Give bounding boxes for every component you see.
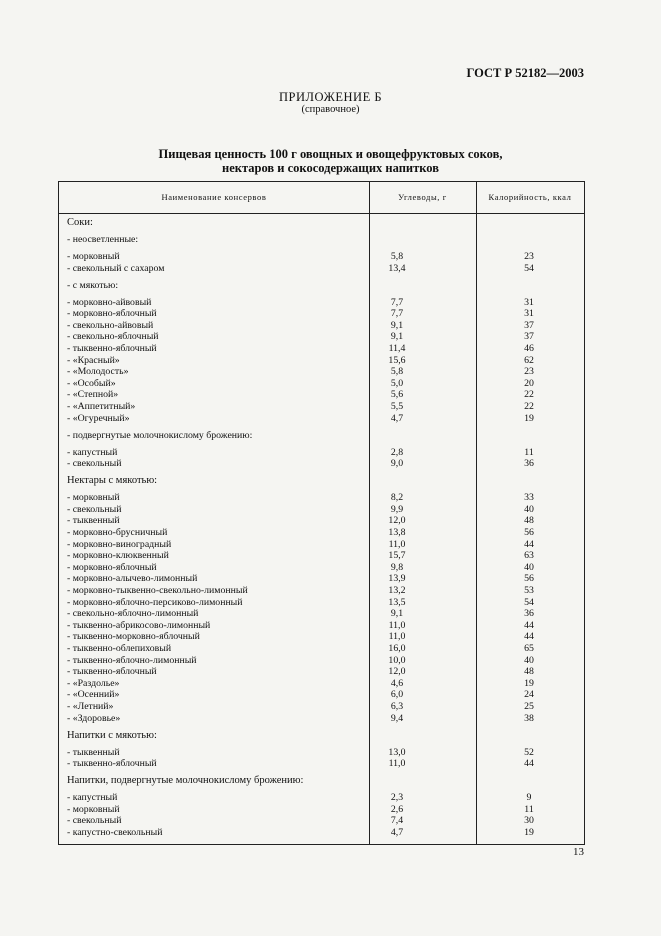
- product-name: - тыквенно-яблочный: [67, 758, 157, 770]
- product-name: - морковно-яблочно-персиково-лимонный: [67, 596, 243, 608]
- carbs-value: 9,8: [390, 561, 404, 573]
- table-row: [59, 689, 584, 700]
- table-row: [59, 504, 584, 515]
- kcal-value: 56: [524, 527, 534, 538]
- product-name: - морковный: [67, 803, 120, 815]
- table-group-row: [59, 730, 584, 741]
- carbs-value: 5,8: [390, 251, 404, 262]
- table-group-row: [59, 280, 584, 291]
- carbs-value: 11,0: [388, 538, 406, 550]
- table-row: [59, 539, 584, 550]
- product-name: - «Летний»: [67, 701, 114, 712]
- product-name: - тыквенно-яблочно-лимонный: [67, 654, 197, 666]
- kcal-value: 44: [524, 631, 534, 643]
- kcal-value: 31: [524, 308, 534, 320]
- kcal-value: 23: [524, 366, 534, 378]
- table-row: [59, 458, 584, 469]
- product-name: - свекольно-айвовый: [67, 319, 154, 331]
- kcal-value: 31: [524, 296, 534, 308]
- table-row: [59, 792, 584, 803]
- carbs-value: 9,1: [390, 319, 404, 331]
- product-name: Напитки с мякотью:: [67, 729, 157, 741]
- kcal-value: 53: [524, 585, 534, 596]
- table-group-row: [59, 234, 584, 245]
- table-caption-line: нектаров и сокосодержащих напитков: [222, 160, 439, 175]
- product-name: - морковно-айвовый: [67, 296, 152, 308]
- product-name: - «Здоровье»: [67, 712, 121, 724]
- table-row: [59, 678, 584, 689]
- carbs-value: 8,2: [390, 492, 404, 504]
- product-name: - с мякотью:: [67, 279, 119, 291]
- kcal-value: 37: [524, 331, 534, 343]
- table-row: [59, 827, 584, 838]
- kcal-value: 54: [524, 596, 534, 608]
- kcal-value: 48: [524, 515, 534, 527]
- kcal-value: 40: [524, 654, 534, 666]
- table-group-row: [59, 475, 584, 486]
- table-row: [59, 573, 584, 584]
- kcal-value: 9: [526, 792, 532, 804]
- table-caption: [0, 148, 661, 175]
- product-name: - «Осенний»: [67, 689, 120, 701]
- carbs-value: 2,3: [390, 792, 404, 804]
- table-row: [59, 597, 584, 608]
- table-row: [59, 608, 584, 619]
- product-name: - «Аппетитный»: [67, 401, 136, 412]
- product-name: - тыквенный: [67, 515, 120, 527]
- kcal-value: 36: [524, 608, 534, 620]
- carbs-value: 7,7: [390, 296, 404, 308]
- table-row: [59, 447, 584, 458]
- product-name: - тыквенно-абрикосово-лимонный: [67, 619, 211, 631]
- product-name: - тыквенно-яблочный: [67, 343, 157, 354]
- table-row: [59, 355, 584, 366]
- carbs-value: 11,0: [388, 619, 406, 631]
- product-name: - свекольный: [67, 815, 122, 827]
- carbs-value: 13,4: [388, 262, 406, 274]
- column-header-name: Наименование консервов: [161, 192, 267, 202]
- table-row: [59, 297, 584, 308]
- table-row: [59, 492, 584, 503]
- carbs-value: 5,5: [390, 401, 404, 412]
- product-name: - «Красный»: [67, 354, 120, 366]
- table-group-row: [59, 430, 584, 441]
- carbs-value: 13,9: [388, 573, 406, 585]
- product-name: - свекольный с сахаром: [67, 262, 165, 274]
- table-row: [59, 631, 584, 642]
- product-name: - свекольно-яблочно-лимонный: [67, 608, 199, 620]
- product-name: - морковно-виноградный: [67, 538, 172, 550]
- kcal-value: 33: [524, 492, 534, 504]
- carbs-value: 9,4: [390, 712, 404, 724]
- kcal-value: 25: [524, 701, 534, 712]
- product-name: - «Молодость»: [67, 366, 129, 378]
- table-row: [59, 527, 584, 538]
- table-row: [59, 515, 584, 526]
- table-row: [59, 804, 584, 815]
- carbs-value: 10,0: [388, 654, 406, 666]
- table-row: [59, 747, 584, 758]
- product-name: - тыквенный: [67, 746, 120, 758]
- kcal-value: 63: [524, 550, 534, 562]
- table-row: [59, 263, 584, 274]
- kcal-value: 54: [524, 262, 534, 274]
- carbs-value: 15,6: [388, 354, 406, 366]
- table-row: [59, 550, 584, 561]
- document-code: ГОСТ Р 52182—2003: [466, 66, 584, 80]
- table-row: [59, 401, 584, 412]
- kcal-value: 30: [524, 815, 534, 827]
- carbs-value: 7,7: [390, 308, 404, 320]
- table-row: [59, 655, 584, 666]
- kcal-value: 40: [524, 561, 534, 573]
- table-row: [59, 620, 584, 631]
- kcal-value: 24: [524, 689, 534, 701]
- table-header: [59, 182, 584, 214]
- kcal-value: 62: [524, 354, 534, 366]
- carbs-value: 5,0: [390, 377, 404, 389]
- table-row: [59, 389, 584, 400]
- product-name: Соки:: [67, 217, 93, 228]
- table-row: [59, 701, 584, 712]
- product-name: - тыквенно-яблочный: [67, 666, 157, 678]
- carbs-value: 11,4: [388, 343, 406, 354]
- nutrition-table: [58, 181, 585, 845]
- product-name: - морковно-яблочный: [67, 561, 157, 573]
- product-name: - морковно-тыквенно-свекольно-лимонный: [67, 585, 248, 596]
- carbs-value: 12,0: [388, 515, 406, 527]
- carbs-value: 9,0: [390, 458, 404, 470]
- product-name: - «Огуречный»: [67, 412, 130, 424]
- table-row: [59, 413, 584, 424]
- carbs-value: 9,1: [390, 331, 404, 343]
- product-name: - капустно-свекольный: [67, 827, 163, 838]
- carbs-value: 5,8: [390, 366, 404, 378]
- product-name: - морковно-брусничный: [67, 527, 168, 538]
- kcal-value: 19: [524, 677, 534, 689]
- table-row: [59, 815, 584, 826]
- table-row: [59, 251, 584, 262]
- table-row: [59, 562, 584, 573]
- carbs-value: 13,2: [388, 585, 406, 596]
- product-name: Нектары с мякотью:: [67, 475, 158, 487]
- table-group-row: [59, 217, 584, 228]
- table-row: [59, 378, 584, 389]
- product-name: - «Раздолье»: [67, 677, 120, 689]
- table-row: [59, 320, 584, 331]
- kcal-value: 44: [524, 758, 534, 770]
- product-name: - морковно-яблочный: [67, 308, 157, 320]
- product-name: - морковно-клюквенный: [67, 550, 169, 562]
- table-row: [59, 643, 584, 654]
- kcal-value: 46: [524, 343, 534, 354]
- table-row: [59, 343, 584, 354]
- kcal-value: 11: [524, 803, 534, 815]
- table-row: [59, 666, 584, 677]
- carbs-value: 11,0: [388, 758, 406, 770]
- carbs-value: 2,8: [390, 446, 404, 458]
- carbs-value: 9,9: [390, 503, 404, 515]
- carbs-value: 6,0: [390, 689, 404, 701]
- carbs-value: 13,8: [388, 527, 406, 538]
- kcal-value: 37: [524, 319, 534, 331]
- carbs-value: 5,6: [390, 389, 404, 401]
- kcal-value: 44: [524, 538, 534, 550]
- carbs-value: 13,5: [388, 596, 406, 608]
- carbs-value: 4,6: [390, 677, 404, 689]
- product-name: - морковный: [67, 251, 120, 262]
- kcal-value: 19: [524, 827, 534, 838]
- table-row: [59, 758, 584, 769]
- carbs-value: 15,7: [388, 550, 406, 562]
- kcal-value: 65: [524, 643, 534, 654]
- product-name: - морковно-алычево-лимонный: [67, 573, 198, 585]
- kcal-value: 22: [524, 389, 534, 401]
- carbs-value: 4,7: [390, 827, 404, 838]
- kcal-value: 23: [524, 251, 534, 262]
- product-name: - капустный: [67, 792, 118, 804]
- column-header-kcal: Калорийность, ккал: [488, 192, 572, 202]
- appendix-title: ПРИЛОЖЕНИЕ Б: [278, 90, 383, 104]
- product-name: - тыквенно-морковно-яблочный: [67, 631, 200, 643]
- kcal-value: 11: [524, 446, 534, 458]
- carbs-value: 4,7: [390, 412, 404, 424]
- product-name: - «Особый»: [67, 377, 116, 389]
- product-name: - морковный: [67, 492, 120, 504]
- table-caption-line: Пищевая ценность 100 г овощных и овощефруктовых соков,: [158, 147, 503, 161]
- carbs-value: 11,0: [388, 631, 406, 643]
- kcal-value: 40: [524, 503, 534, 515]
- carbs-value: 16,0: [388, 643, 406, 654]
- product-name: - тыквенно-облепиховый: [67, 643, 172, 654]
- table-row: [59, 331, 584, 342]
- table-group-row: [59, 775, 584, 786]
- product-name: - подвергнутые молочнокислому брожению:: [67, 429, 253, 441]
- appendix-subtitle: (справочное): [301, 104, 360, 115]
- kcal-value: 22: [524, 401, 534, 412]
- kcal-value: 48: [524, 666, 534, 678]
- column-header-carbs: Углеводы, г: [398, 192, 447, 202]
- page-number: 13: [573, 846, 584, 858]
- product-name: - капустный: [67, 446, 118, 458]
- table-row: [59, 366, 584, 377]
- carbs-value: 12,0: [388, 666, 406, 678]
- product-name: - свекольный: [67, 458, 122, 470]
- table-row: [59, 713, 584, 724]
- product-name: - неосветленные:: [67, 234, 139, 245]
- kcal-value: 38: [524, 712, 534, 724]
- carbs-value: 9,1: [390, 608, 404, 620]
- product-name: - свекольный: [67, 503, 122, 515]
- table-row: [59, 308, 584, 319]
- kcal-value: 56: [524, 573, 534, 585]
- kcal-value: 44: [524, 619, 534, 631]
- product-name: - «Степной»: [67, 389, 119, 401]
- kcal-value: 52: [524, 746, 534, 758]
- kcal-value: 36: [524, 458, 534, 470]
- table-row: [59, 585, 584, 596]
- carbs-value: 6,3: [390, 701, 404, 712]
- product-name: Напитки, подвергнутые молочнокислому брожению:: [67, 775, 304, 787]
- carbs-value: 7,4: [390, 815, 404, 827]
- kcal-value: 19: [524, 412, 534, 424]
- product-name: - свекольно-яблочный: [67, 331, 159, 343]
- carbs-value: 2,6: [390, 803, 404, 815]
- kcal-value: 20: [524, 377, 534, 389]
- carbs-value: 13,0: [388, 746, 406, 758]
